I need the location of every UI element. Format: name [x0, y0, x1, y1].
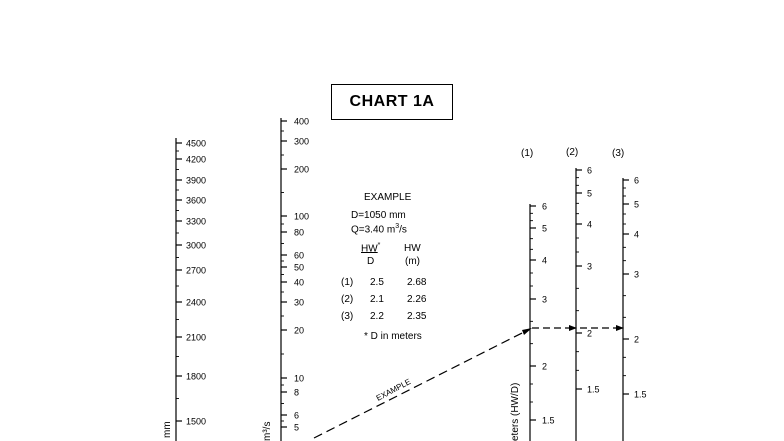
- discharge-scale-tick-label: 100: [294, 211, 310, 222]
- hwd-scale-2-tick-label: 6: [587, 165, 593, 176]
- example-diameter: D=1050 mm: [351, 210, 406, 221]
- discharge-scale-tick-label: 60: [294, 250, 305, 261]
- discharge-scale-tick-label: 200: [294, 164, 310, 175]
- example-row-hwd: 2.1: [370, 294, 384, 305]
- discharge-axis-label: m³/s: [262, 421, 273, 441]
- diameter-scale-tick-label: 1500: [186, 416, 207, 427]
- example-row-label: (3): [341, 311, 354, 322]
- example-hw-unit: (m): [405, 256, 420, 267]
- diameter-scale-tick-label: 3000: [186, 240, 207, 251]
- discharge-scale-tick-label: 30: [294, 297, 305, 308]
- discharge-scale-tick-label: 40: [294, 277, 305, 288]
- example-row-hwd: 2.5: [370, 277, 384, 288]
- diameter-scale-tick-label: 2100: [186, 332, 207, 343]
- discharge-scale-tick-label: 5: [294, 422, 300, 433]
- example-hwd-header-denominator: D: [367, 256, 375, 267]
- discharge-scale-tick-label: 50: [294, 262, 305, 273]
- diameter-scale-tick-label: 3600: [186, 195, 207, 206]
- diameter-scale-tick-label: 3900: [186, 175, 207, 186]
- hwd-scale-1-tick-label: 6: [542, 201, 548, 212]
- example-hw-header: HW: [404, 243, 421, 254]
- scale-header-2: (2): [566, 147, 579, 158]
- example-row-label: (1): [341, 277, 354, 288]
- discharge-scale-tick-label: 6: [294, 410, 300, 421]
- example-row-hw: 2.26: [407, 294, 427, 305]
- example-discharge: Q=3.40 $m^3/s$: [351, 223, 407, 236]
- hwd-scale-2-tick-label: 3: [587, 261, 593, 272]
- hwd-scale-1-tick-label: 3: [542, 294, 548, 305]
- hwd-scale-3-tick-label: 3: [634, 269, 640, 280]
- chart-title: CHART 1A: [331, 84, 453, 120]
- example-row-hwd: 2.2: [370, 311, 384, 322]
- example-row-label: (2): [341, 294, 354, 305]
- example-hwd-header: HW*: [361, 242, 381, 255]
- scale-header-3: (3): [612, 148, 625, 159]
- diameter-scale-tick-label: 2400: [186, 297, 207, 308]
- hwd-scale-2-tick-label: 1.5: [587, 384, 600, 395]
- discharge-scale-tick-label: 8: [294, 387, 300, 398]
- diameter-axis-label: mm: [162, 421, 173, 438]
- hwd-axis-label: eters (HW/D): [510, 382, 521, 441]
- diameter-scale-tick-label: 4500: [186, 138, 207, 149]
- hwd-scale-2-tick-label: 4: [587, 219, 593, 230]
- example-line-label: EXAMPLE: [374, 377, 413, 403]
- hwd-scale-3-tick-label: 4: [634, 229, 640, 240]
- example-row-hw: 2.35: [407, 311, 427, 322]
- hwd-scale-1-tick-label: 5: [542, 223, 548, 234]
- example-heading: EXAMPLE: [364, 192, 412, 203]
- diameter-scale-tick-label: 3300: [186, 216, 207, 227]
- discharge-scale-tick-label: 300: [294, 136, 310, 147]
- discharge-scale-tick-label: 10: [294, 373, 305, 384]
- hwd-scale-3-tick-label: 5: [634, 199, 640, 210]
- discharge-scale-tick-label: 80: [294, 227, 305, 238]
- diameter-scale-tick-label: 2700: [186, 265, 207, 276]
- hwd-scale-3-tick-label: 2: [634, 334, 640, 345]
- hwd-scale-2-tick-label: 2: [587, 328, 593, 339]
- example-dashed-line: [314, 329, 530, 438]
- hwd-scale-1-tick-label: 2: [542, 361, 548, 372]
- discharge-scale-tick-label: 400: [294, 116, 310, 127]
- discharge-scale-tick-label: 20: [294, 325, 305, 336]
- hwd-scale-3-tick-label: 1.5: [634, 389, 647, 400]
- scale-header-1: (1): [521, 148, 534, 159]
- diameter-scale-tick-label: 4200: [186, 154, 207, 165]
- example-footnote: * D in meters: [364, 331, 422, 342]
- example-row-hw: 2.68: [407, 277, 427, 288]
- hwd-scale-3-tick-label: 6: [634, 175, 640, 186]
- diameter-scale-tick-label: 1800: [186, 371, 207, 382]
- hwd-scale-1-tick-label: 4: [542, 255, 548, 266]
- hwd-scale-2-tick-label: 5: [587, 188, 593, 199]
- hwd-scale-1-tick-label: 1.5: [542, 415, 555, 426]
